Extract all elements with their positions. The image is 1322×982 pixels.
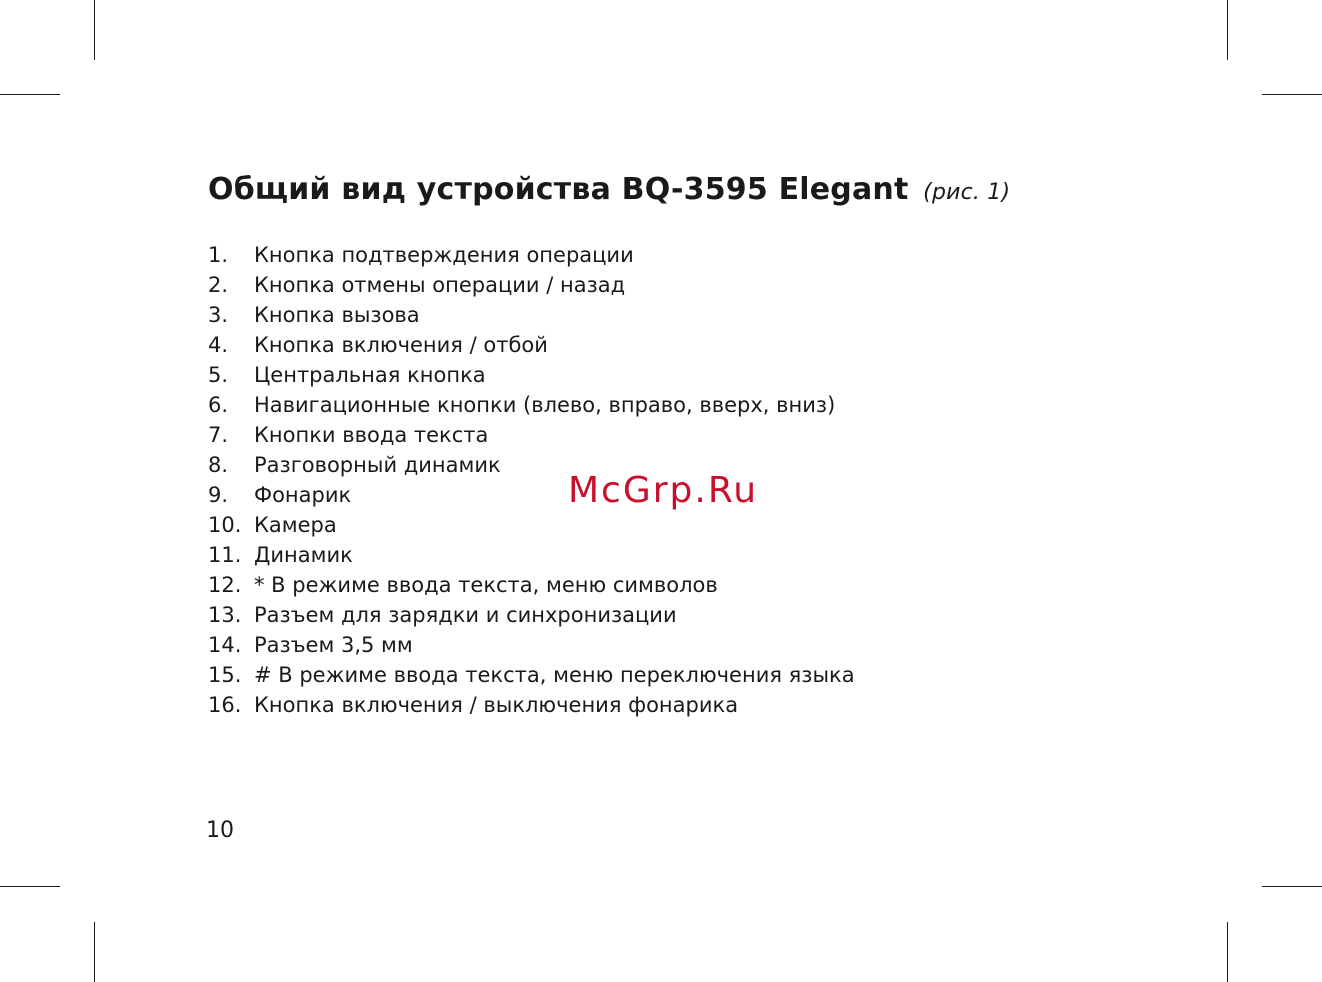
page-title — [208, 172, 1010, 207]
list-item-text: Кнопки ввода текста — [254, 423, 489, 447]
list-item — [208, 270, 855, 300]
list-item-text: Кнопка включения / отбой — [254, 333, 548, 357]
list-item-text: Кнопка отмены операции / назад — [254, 273, 626, 297]
list-item-number: 6. — [208, 393, 229, 417]
crop-mark-bottom-left-v — [94, 922, 95, 982]
page-title-figure-ref: (рис. 1) — [923, 180, 1011, 205]
list-item-text: # В режиме ввода текста, меню переключения языка — [254, 663, 855, 687]
list-item-number: 16. — [208, 693, 242, 717]
list-item-text: Центральная кнопка — [254, 363, 486, 387]
watermark: McGrp.Ru — [568, 470, 759, 511]
list-item — [208, 300, 855, 330]
list-item-number: 4. — [208, 333, 229, 357]
list-item-number: 2. — [208, 273, 229, 297]
list-item-text: Разъем для зарядки и синхронизации — [254, 603, 677, 627]
crop-mark-top-left-h — [0, 94, 60, 95]
list-item-number: 15. — [208, 663, 242, 687]
list-item-number: 12. — [208, 573, 242, 597]
list-item — [208, 510, 855, 540]
list-item-text: Навигационные кнопки (влево, вправо, вверх, вниз) — [254, 393, 836, 417]
list-item — [208, 240, 855, 270]
page-number: 10 — [206, 818, 234, 843]
page-title-main: Общий вид устройства BQ-3595 Elegant — [208, 172, 909, 207]
crop-mark-top-right-h — [1262, 94, 1322, 95]
list-item-number: 3. — [208, 303, 229, 327]
list-item-text: Разговорный динамик — [254, 453, 501, 477]
list-item — [208, 630, 855, 660]
list-item — [208, 330, 855, 360]
list-item-text: Фонарик — [254, 483, 352, 507]
list-item — [208, 600, 855, 630]
list-item-number: 8. — [208, 453, 229, 477]
list-item-text: Разъем 3,5 мм — [254, 633, 413, 657]
list-item-number: 9. — [208, 483, 229, 507]
list-item-number: 13. — [208, 603, 242, 627]
list-item-text: Кнопка вызова — [254, 303, 420, 327]
list-item — [208, 540, 855, 570]
crop-mark-bottom-right-h — [1262, 886, 1322, 887]
list-item — [208, 360, 855, 390]
list-item-text: Камера — [254, 513, 337, 537]
crop-mark-bottom-left-h — [0, 886, 60, 887]
list-item-number: 1. — [208, 243, 229, 267]
list-item-text: Кнопка включения / выключения фонарика — [254, 693, 739, 717]
crop-mark-bottom-right-v — [1227, 922, 1228, 982]
list-item — [208, 420, 855, 450]
crop-mark-top-left-v — [94, 0, 95, 60]
list-item-number: 10. — [208, 513, 242, 537]
crop-mark-top-right-v — [1227, 0, 1228, 60]
list-item-text: * В режиме ввода текста, меню символов — [254, 573, 718, 597]
list-item — [208, 390, 855, 420]
list-item-text: Кнопка подтверждения операции — [254, 243, 634, 267]
list-item-number: 7. — [208, 423, 229, 447]
list-item-number: 11. — [208, 543, 242, 567]
list-item — [208, 570, 855, 600]
list-item — [208, 660, 855, 690]
list-item-number: 5. — [208, 363, 229, 387]
list-item-text: Динамик — [254, 543, 353, 567]
list-item-number: 14. — [208, 633, 242, 657]
list-item — [208, 690, 855, 720]
